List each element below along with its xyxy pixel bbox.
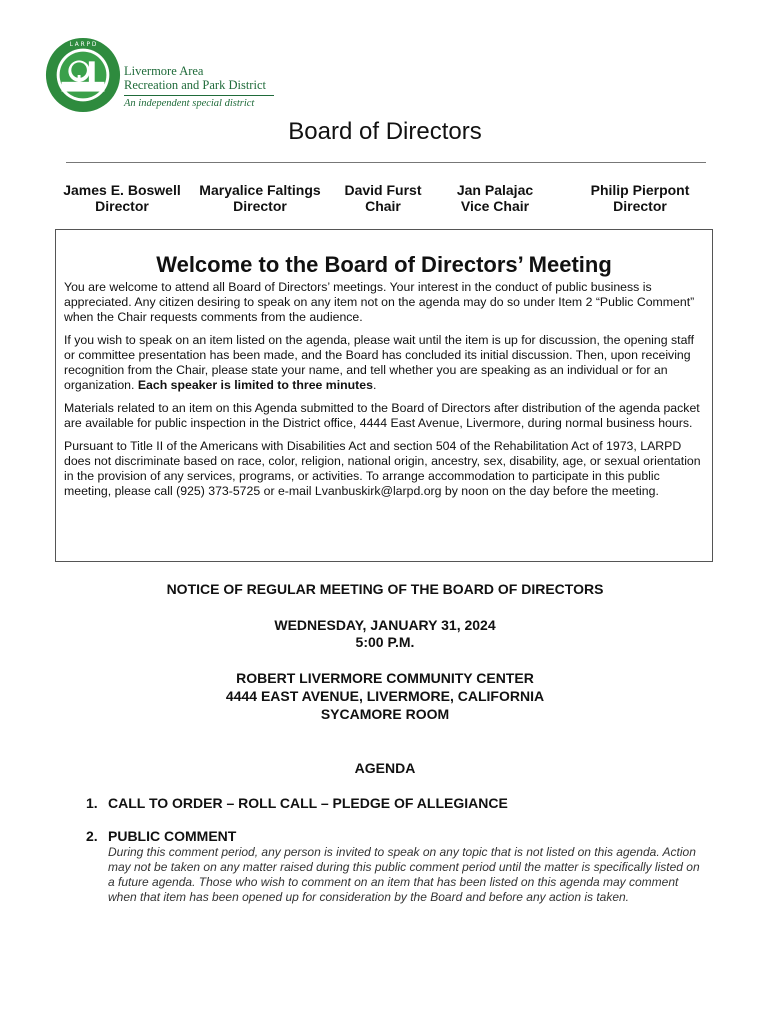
agenda-item-2 xyxy=(86,828,236,844)
org-divider xyxy=(124,95,274,96)
welcome-paragraph-3: Materials related to an item on this Agenda submitted to the Board of Directors after distribution of the agenda packet are available for public inspection in the District office, 4444 East Avenue, Livermore, during normal business hours. xyxy=(64,401,700,430)
welcome-box xyxy=(55,229,713,562)
director-furst xyxy=(338,182,428,214)
meeting-address: 4444 EAST AVENUE, LIVERMORE, CALIFORNIA xyxy=(225,688,545,704)
agenda-item-number: 1. xyxy=(86,795,98,811)
speaker-limit-note: Each speaker is limited to three minutes xyxy=(137,378,373,392)
logo-ring-text: L A R P D xyxy=(69,41,97,48)
director-name: Jan Palajac xyxy=(456,182,534,198)
director-role: Director xyxy=(95,198,149,214)
director-name: David Furst xyxy=(344,182,422,198)
agenda-item-title: CALL TO ORDER – ROLL CALL – PLEDGE OF ALLEGIANCE xyxy=(108,795,508,811)
welcome-paragraph-2 xyxy=(64,333,704,393)
organization-name xyxy=(124,64,274,110)
agenda-item-1 xyxy=(86,795,508,811)
welcome-heading: Welcome to the Board of Directors’ Meeting xyxy=(156,252,612,277)
meeting-date: WEDNESDAY, JANUARY 31, 2024 xyxy=(274,617,496,633)
director-faltings xyxy=(198,182,322,214)
title-divider xyxy=(66,162,706,163)
director-role: Vice Chair xyxy=(460,198,530,214)
agenda-heading: AGENDA xyxy=(354,760,416,776)
notice-heading: NOTICE OF REGULAR MEETING OF THE BOARD OF DIRECTORS xyxy=(166,581,604,597)
director-palajac xyxy=(448,182,542,214)
agenda-item-number: 2. xyxy=(86,828,98,844)
director-pierpont xyxy=(578,182,702,214)
meeting-time: 5:00 P.M. xyxy=(355,634,415,650)
director-role: Director xyxy=(613,198,667,214)
director-name: Philip Pierpont xyxy=(590,182,690,198)
director-name: James E. Boswell xyxy=(63,182,181,198)
org-line-1: Livermore Area xyxy=(124,64,204,78)
org-tagline: An independent special district xyxy=(124,98,255,109)
director-name: Maryalice Faltings xyxy=(199,182,321,198)
welcome-paragraph-2-end: . xyxy=(372,378,377,392)
director-role: Chair xyxy=(365,198,401,214)
meeting-venue: ROBERT LIVERMORE COMMUNITY CENTER xyxy=(236,670,534,686)
district-logo-icon xyxy=(44,36,122,114)
welcome-paragraph-2-text: If you wish to speak on an item listed on the agenda, please wait until the item is up for discussion, the opening staff or committee presentation has been made, and the Board has concluded its initial discussion. Then, upon receiving recognition from the Chair, please state your name, and tell whether you are speaking as an individual or for an organization. xyxy=(64,333,695,392)
meeting-room: SYCAMORE ROOM xyxy=(320,706,450,722)
org-line-2: Recreation and Park District xyxy=(124,78,266,92)
agenda-item-title: PUBLIC COMMENT xyxy=(108,828,237,844)
director-role: Director xyxy=(233,198,287,214)
welcome-paragraph-1: You are welcome to attend all Board of Directors’ meetings. Your interest in the conduct of public business is appreciated. Any citizen desiring to speak on any item not on the agenda may do so under Item 2 “Public Comment” when the Chair requests comments from the audience. xyxy=(64,280,695,324)
welcome-paragraph-4: Pursuant to Title II of the Americans with Disabilities Act and section 504 of the Rehabilitation Act of 1973, LARPD does not discriminate based on race, color, religion, national origin, ancestry, sex, disability, age, or sexual orientation in the provision of any services, programs, or activities. To arrange accommodation to participate in this public meeting, please call (925) 373-5725 or e-mail Lvanbuskirk@larpd.org by noon on the day before the meeting. xyxy=(64,439,701,498)
page-title: Board of Directors xyxy=(288,118,482,145)
agenda-item-2-description: During this comment period, any person is invited to speak on any topic that is not listed on this agenda. Action may not be taken on any matter raised during this public comment period until the matter is specifically listed on a future agenda. Those who wish to comment on an item that has been listed on this agenda may comment when that item has been opened up for consideration by the Board and before any action is taken. xyxy=(108,845,700,904)
director-boswell xyxy=(62,182,182,214)
